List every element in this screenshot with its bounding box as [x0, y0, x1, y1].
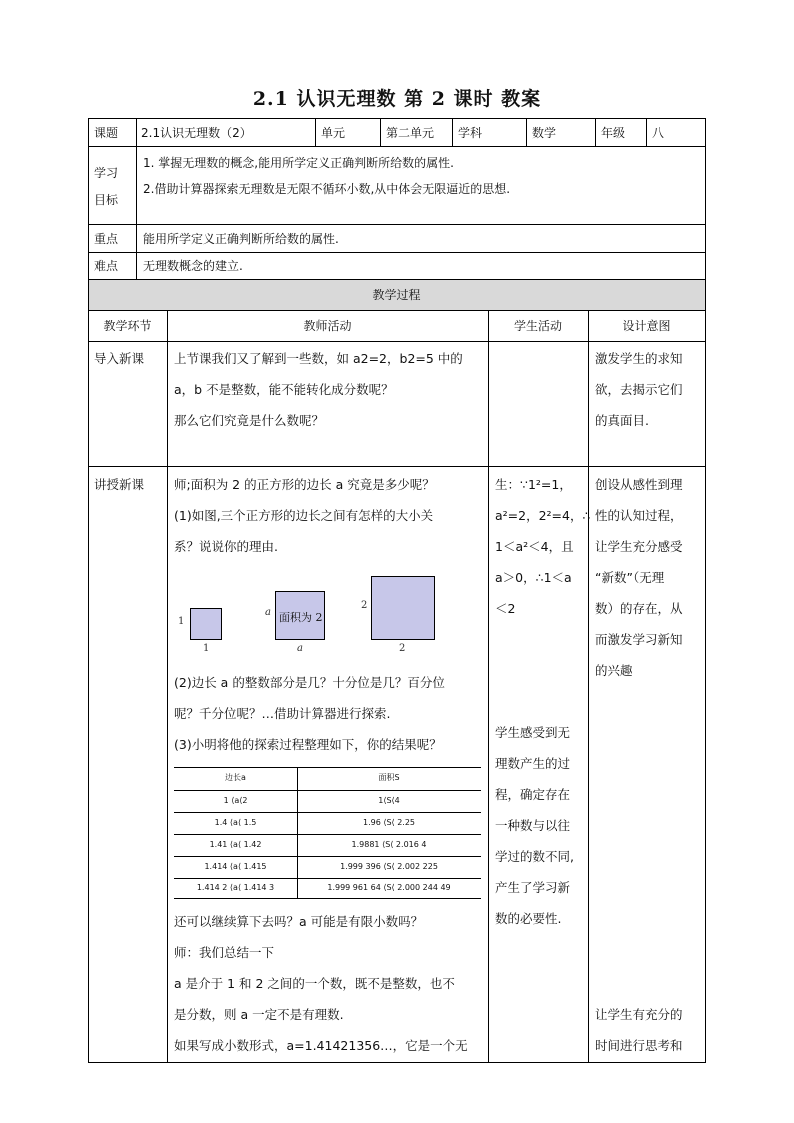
figure-label: 1 — [178, 616, 185, 627]
intent-text: 时间进行思考和 — [595, 1038, 683, 1053]
student-text: ＜2 — [495, 601, 516, 616]
difficulty-text: 无理数概念的建立. — [143, 259, 243, 273]
intent-text: 的真面目. — [595, 413, 649, 428]
intent-text: 欲，去揭示它们 — [595, 382, 683, 397]
student-text: 一种数与以往 — [495, 818, 571, 833]
table-cell: 1.41 ⟨a⟨ 1.42 — [209, 840, 262, 849]
key-point-label: 重点 — [94, 232, 119, 246]
intent-text: 数）的存在，从 — [595, 601, 683, 616]
teacher-text: 系？说说你的理由. — [174, 539, 278, 554]
table-cell: 1.9881 ⟨S⟨ 2.016 4 — [351, 840, 427, 849]
teacher-text: a 是介于 1 和 2 之间的一个数，既不是整数，也不 — [174, 976, 455, 991]
teacher-text: 师：我们总结一下 — [174, 945, 275, 960]
page-title: 2.1 认识无理数 第 2 课时 教案 — [252, 88, 542, 110]
stage-intro: 导入新课 — [94, 351, 145, 366]
student-text: 产生了学习新 — [495, 880, 571, 895]
process-header: 教学过程 — [372, 288, 421, 302]
student-text: a²=2，2²=4，∴ — [495, 508, 591, 523]
student-text: 学生感受到无 — [495, 725, 571, 740]
figure-label: 2 — [361, 600, 368, 611]
stage-lesson: 讲授新课 — [94, 477, 145, 492]
difficulty-label: 难点 — [94, 259, 119, 273]
table-cell: 1.414 ⟨a⟨ 1.415 — [204, 862, 267, 871]
teacher-text: 如果写成小数形式，a=1.41421356…，它是一个无 — [174, 1038, 468, 1053]
table-cell: 1.4 ⟨a⟨ 1.5 — [214, 818, 257, 827]
student-text: a＞0，∴1＜a — [495, 570, 572, 585]
table-cell: 1⟨S⟨4 — [378, 796, 400, 805]
table-header: 边长a — [225, 773, 246, 782]
intent-text: 让学生有充分的 — [595, 1007, 683, 1022]
teacher-text: 上节课我们又了解到一些数，如 a2=2，b2=5 中的 — [174, 351, 463, 366]
subject-value: 数学 — [532, 126, 557, 140]
unit-label: 单元 — [321, 126, 346, 140]
student-text: 生：∵1²=1， — [495, 477, 572, 492]
goals-label: 目标 — [94, 193, 119, 207]
teacher-text: a，b 不是整数，能不能转化成分数呢？ — [174, 382, 394, 397]
teacher-text: (3)小明将他的探索过程整理如下，你的结果呢？ — [174, 737, 442, 752]
grade-value: 八 — [652, 126, 665, 140]
subject-label: 学科 — [458, 126, 483, 140]
intent-text: 性的认知过程， — [595, 508, 683, 523]
teacher-text: 还可以继续算下去吗？a 可能是有限小数吗？ — [174, 914, 424, 929]
topic-label: 课题 — [94, 126, 119, 140]
table-header: 面积S — [378, 773, 400, 782]
column-header: 设计意图 — [622, 319, 671, 333]
teacher-text: 是分数，则 a 一定不是有理数. — [174, 1007, 344, 1022]
teacher-text: (1)如图,三个正方形的边长之间有怎样的大小关 — [174, 508, 434, 523]
table-cell: 1.414 2 ⟨a⟨ 1.414 3 — [196, 883, 275, 892]
student-text: 理数产生的过 — [495, 756, 571, 771]
intent-text: 而激发学习新知 — [595, 632, 683, 647]
square-side-2 — [371, 576, 435, 640]
teacher-text: 呢？千分位呢？…借助计算器进行探索. — [174, 706, 391, 721]
student-text: 学过的数不同, — [495, 849, 574, 864]
student-text: 1＜a²＜4，且 — [495, 539, 574, 554]
intent-text: 创设从感性到理 — [595, 477, 683, 492]
goals-label: 学习 — [94, 166, 119, 180]
intent-text: 激发学生的求知 — [595, 351, 683, 366]
intent-text: 让学生充分感受 — [595, 539, 683, 554]
student-text: 数的必要性. — [495, 911, 562, 926]
table-cell: 1.999 961 64 ⟨S⟨ 2.000 244 49 — [327, 883, 451, 892]
column-header: 教师活动 — [303, 319, 352, 333]
intent-text: 的兴趣 — [595, 663, 633, 678]
teacher-text: 师;面积为 2 的正方形的边长 a 究竟是多少呢？ — [174, 477, 435, 492]
figure-label: a — [265, 607, 271, 618]
figure-label: 2 — [399, 643, 406, 654]
figure-label: a — [297, 643, 303, 654]
table-cell: 1.999 396 ⟨S⟨ 2.002 225 — [340, 862, 438, 871]
topic-value: 2.1认识无理数（2） — [141, 126, 252, 140]
student-text: 程，确定存在 — [495, 787, 571, 802]
square-inner-label: 面积为 2 — [279, 611, 323, 624]
unit-value: 第二单元 — [386, 126, 435, 140]
key-point-text: 能用所学定义正确判断所给数的属性. — [143, 232, 339, 246]
teacher-text: 那么它们究竟是什么数呢？ — [174, 413, 325, 428]
square-side-1 — [190, 608, 222, 640]
column-header: 教学环节 — [103, 319, 152, 333]
grade-label: 年级 — [601, 126, 626, 140]
goal-item: 1. 掌握无理数的概念,能用所学定义正确判断所给数的属性. — [143, 156, 454, 170]
goal-item: 2.借助计算器探索无理数是无限不循环小数,从中体会无限逼近的思想. — [143, 182, 511, 196]
intent-text: “新数”（无理 — [595, 570, 665, 585]
teacher-text: (2)边长 a 的整数部分是几？十分位是几？百分位 — [174, 675, 445, 690]
table-cell: 1 ⟨a⟨2 — [223, 796, 248, 805]
table-cell: 1.96 ⟨S⟨ 2.25 — [362, 818, 416, 827]
column-header: 学生活动 — [513, 319, 562, 333]
figure-label: 1 — [203, 643, 210, 654]
